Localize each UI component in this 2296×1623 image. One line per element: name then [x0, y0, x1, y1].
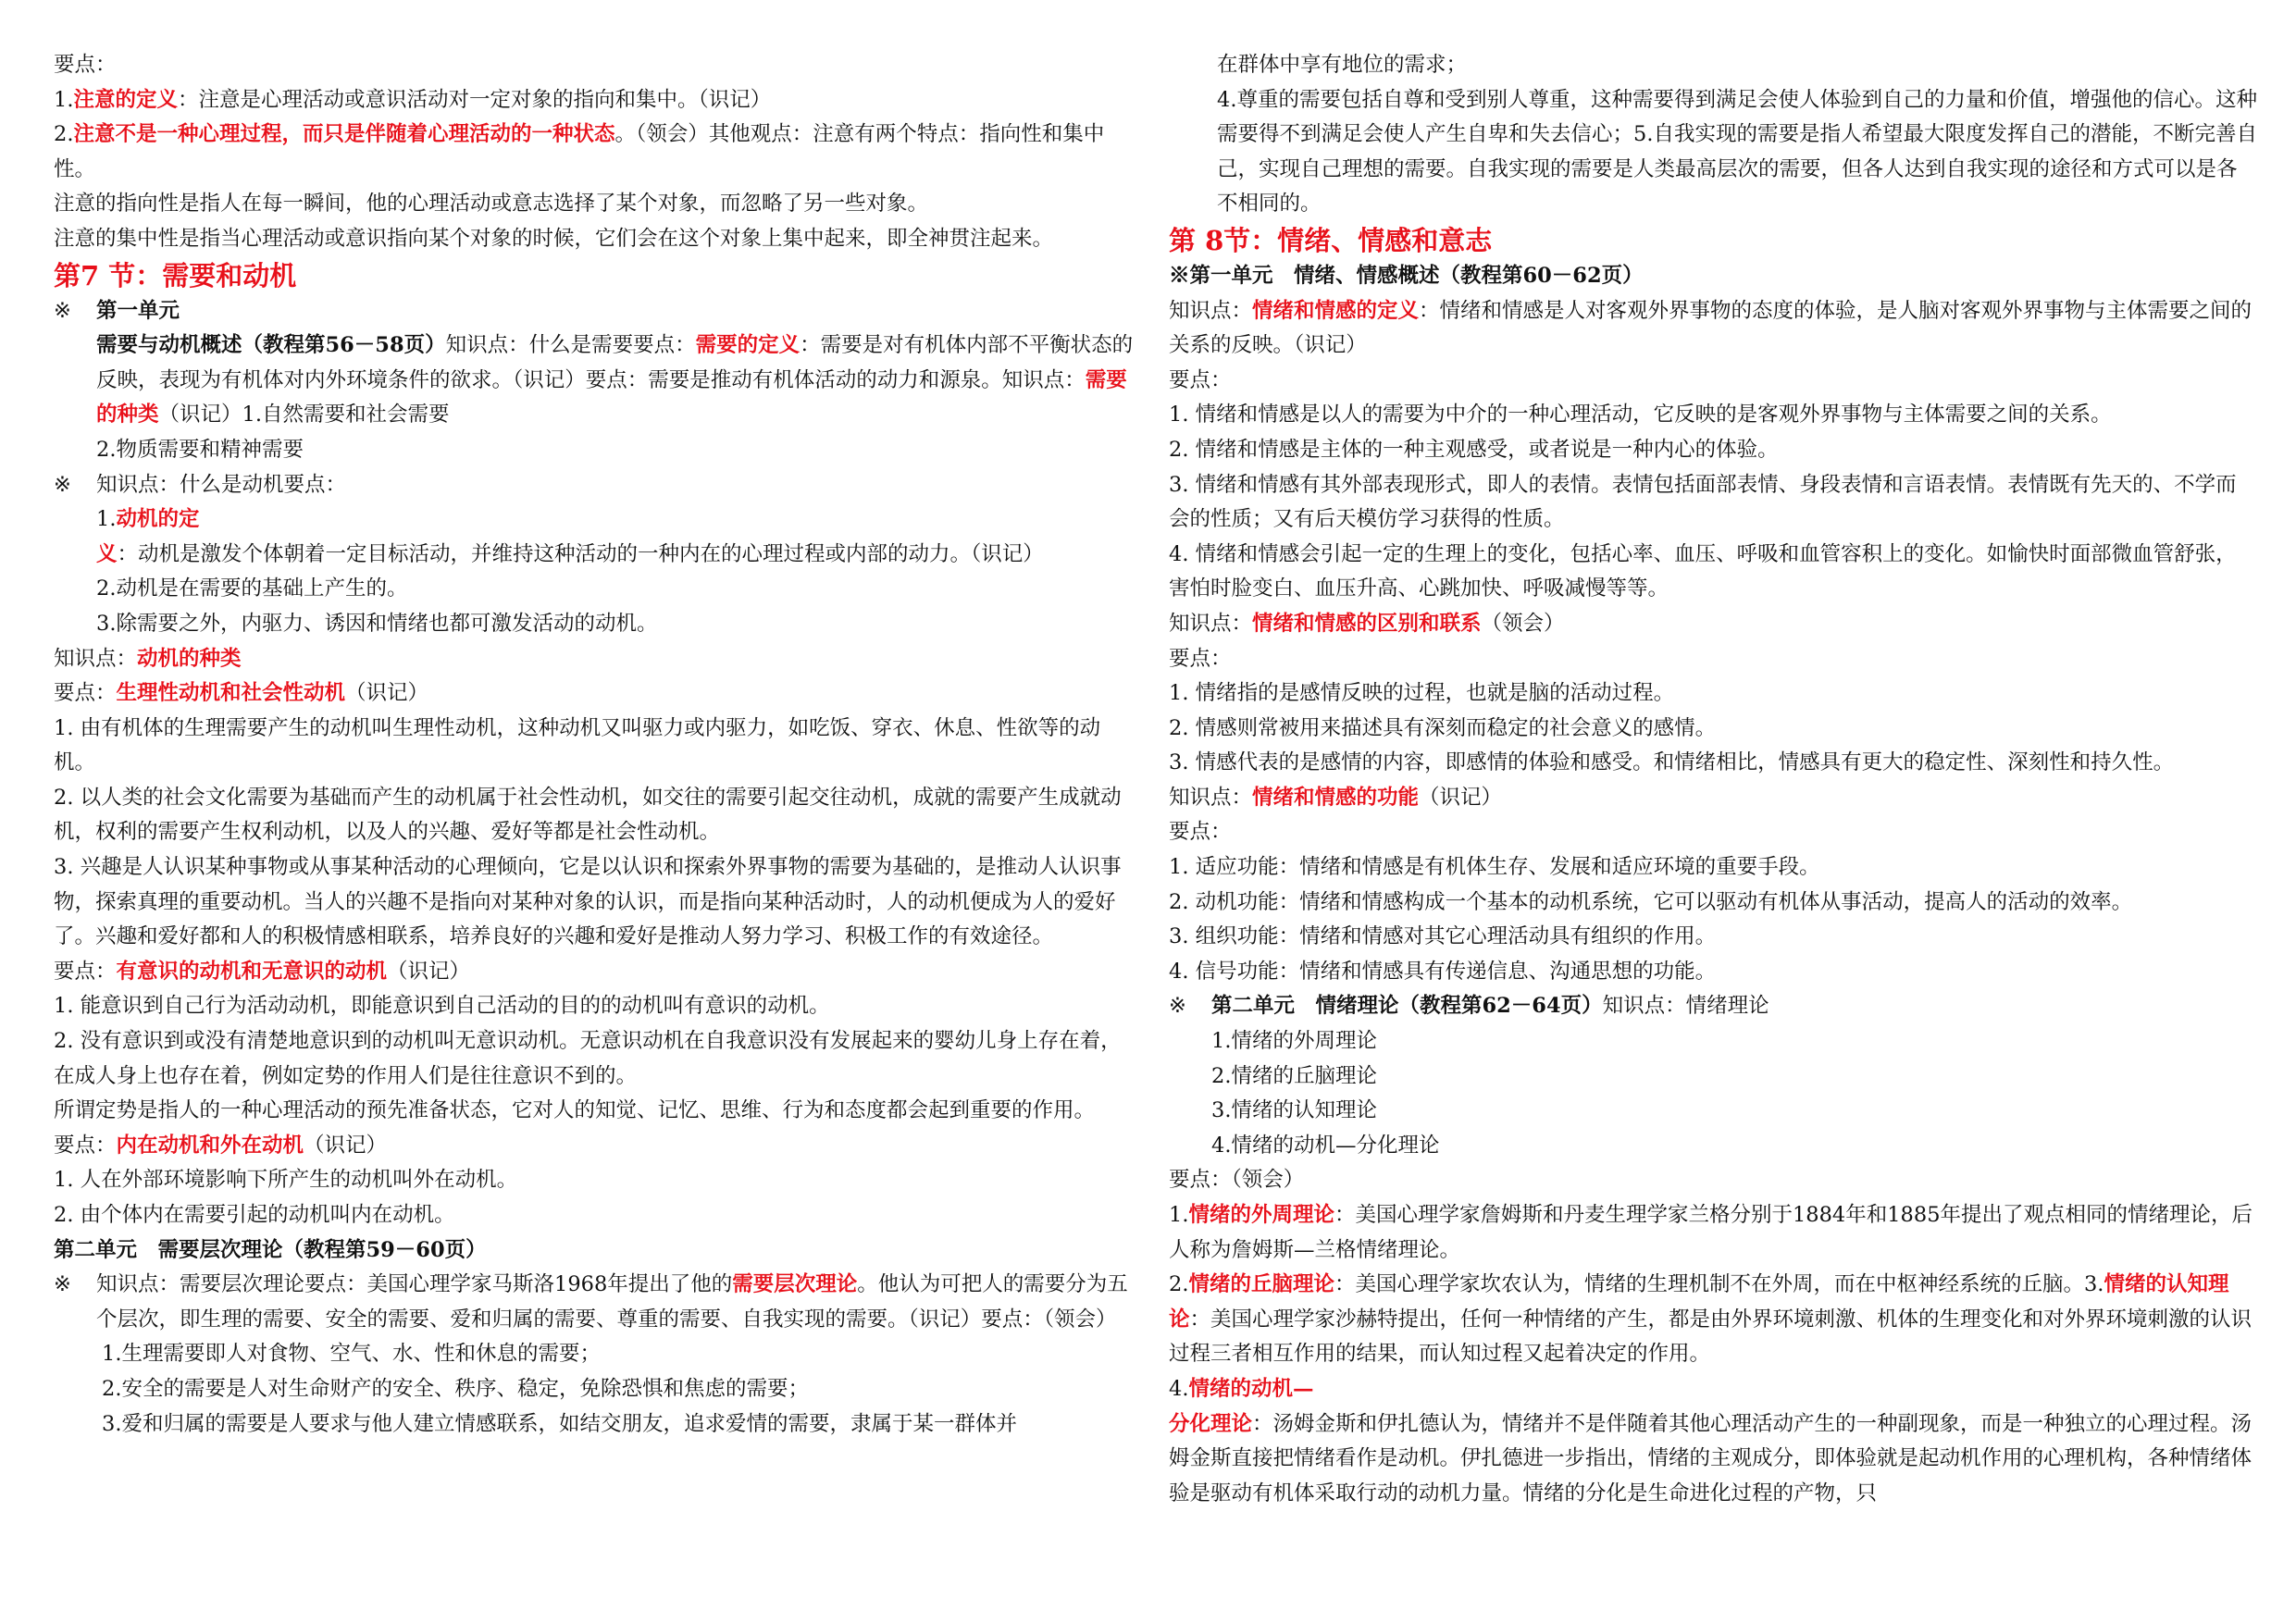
text-line: 3. 组织功能：情绪和情感对其它心理活动具有组织的作用。: [1169, 924, 1717, 949]
point-differentiation-theory: 分化理论：汤姆金斯和伊扎德认为，情绪并不是伴随着其他心理活动产生的一种副现象，而是一种独立的心理过程。汤姆金斯直接把情绪看作是动机。伊扎德进一步指出，情绪的主观成分，即体验就是起动机作用的心理机构，各种情绪体验是驱动有机体采取行动的动机力量。情绪的分化是生命进化过程的产物，只: [1169, 1411, 2253, 1505]
text-line: 4. 情绪和情感会引起一定的生理上的变化，包括心率、血压、呼吸和血管容积上的变化。如愉快时面部微血管舒张，害怕时脸变白、血压升高、心跳加快、呼吸减慢等等。: [1169, 541, 2237, 601]
keyword: 注意不是一种心理过程，而只是伴随着心理活动的一种状态: [73, 122, 615, 147]
text-line: 要点：: [1169, 367, 1232, 392]
keyword: 情绪的认知理论: [1169, 1272, 2229, 1332]
knowledge-point: 知识点：动机的种类: [54, 646, 242, 671]
unit-heading: ※ 第二单元 情绪理论（教程第62－64页）知识点：情绪理论: [1169, 994, 1769, 1019]
text-line: 2.动机是在需要的基础上产生的。: [96, 576, 408, 601]
text-line: 1. 能意识到自己行为活动动机，即能意识到自己活动的目的的动机叫有意识的动机。: [54, 994, 830, 1019]
keyword: 情绪的动机—: [1188, 1376, 1314, 1401]
section-title-7: 第7 节：需要和动机: [54, 259, 297, 291]
key-point: 要点：内在动机和外在动机（识记）: [54, 1133, 388, 1158]
text-line: 3.除需要之外，内驱力、诱因和情绪也都可激发活动的动机。: [96, 611, 658, 636]
text-line: 3. 情感代表的是感情的内容，即感情的体验和感受。和情绪相比，情感具有更大的稳定性、深刻性和持久性。: [1169, 750, 2175, 775]
keyword: 需要的种类: [96, 367, 1127, 427]
text-line: 2.安全的需要是人对生命财产的安全、秩序、稳定，免除恐惧和焦虑的需要；: [102, 1376, 809, 1401]
text-line: 1. 情绪和情感是以人的需要为中介的一种心理活动，它反映的是客观外界事物与主体需要之间的关系。: [1169, 403, 2112, 427]
right-column: [1169, 48, 2257, 1511]
unit-heading: ※ 第一单元: [54, 298, 180, 323]
text-line: 2. 没有意识到或没有清楚地意识到的动机叫无意识动机。无意识动机在自我意识没有发展起来的婴幼儿身上存在着，在成人身上也存在着，例如定势的作用人们是往往意识不到的。: [54, 1029, 1122, 1088]
point-peripheral-theory: 1.情绪的外周理论：美国心理学家詹姆斯和丹麦生理学家兰格分别于1884年和1885年提出了观点相同的情绪理论，后人称为詹姆斯—兰格情绪理论。: [1169, 1203, 2253, 1262]
text-line: 注意的指向性是指人在每一瞬间，他的心理活动或意志选择了某个对象，而忽略了另一些对象。: [54, 192, 929, 217]
unit-heading: ※第一单元 情绪、情感概述（教程第60－62页）: [1169, 263, 1644, 288]
text-line: 2. 由个体内在需要引起的动机叫内在动机。: [54, 1203, 455, 1227]
knowledge-point: 知识点：情绪和情感的定义：情绪和情感是人对客观外界事物的态度的体验，是人脑对客观外界事物与主体需要之间的关系的反映。（识记）: [1169, 298, 2253, 358]
keyword: 情绪的丘脑理论: [1188, 1272, 1334, 1297]
text-line: 3. 兴趣是人认识某种事物或从事某种活动的心理倾向，它是以认识和探索外界事物的需要为基础的，是推动人认识事物，探索真理的重要动机。当人的兴趣不是指向对某种对象的认识，而是指向某种活动时，人的动机便成为人的爱好了。兴趣和爱好都和人的积极情感相联系，培养良好的兴趣和爱好是推动人努力学习、积极工作的有效途径。: [54, 855, 1122, 949]
text-line: 1.生理需要即人对食物、空气、水、性和休息的需要；: [102, 1342, 601, 1367]
text-line: 要点：（领会）: [1169, 1168, 1305, 1193]
list-item: 2.情绪的丘脑理论: [1211, 1063, 1377, 1088]
text-line: 1. 适应功能：情绪和情感是有机体生存、发展和适应环境的重要手段。: [1169, 855, 1820, 880]
keyword: 情绪和情感的功能: [1252, 785, 1420, 810]
point-motive-definition: 1.动机的定义：动机是激发个体朝着一定目标活动，并维持这种活动的一种内在的心理过程或内部的动力。（识记）: [96, 507, 1044, 566]
text-line: 2. 情感则常被用来描述具有深刻而稳定的社会意义的感情。: [1169, 715, 1717, 740]
keyword: 生理性动机和社会性动机: [116, 681, 346, 706]
text-line: 要点：: [1169, 646, 1232, 671]
keyword: 情绪和情感的定义: [1252, 298, 1420, 323]
key-point: 要点：生理性动机和社会性动机（识记）: [54, 681, 429, 706]
list-item: 1.情绪的外周理论: [1211, 1029, 1377, 1054]
text-line: 4.尊重的需要包括自尊和受到别人尊重，这种需要得到满足会使人体验到自己的力量和价值，增强他的信心。这种需要得不到满足会使人产生自卑和失去信心；5.自我实现的需要是指人希望最大限度发挥自己的潜能，不断完善自己，实现自己理想的需要。自我实现的需要是人类最高层次的需要，但各人达到自我实现的途径和方式可以是各不相同的。: [1217, 87, 2257, 217]
keyword: 有意识的动机和无意识的动机: [116, 959, 388, 984]
text-line: 1. 情绪指的是感情反映的过程，也就是脑的活动过程。: [1169, 681, 1675, 706]
text-line: 所谓定势是指人的一种心理活动的预先准备状态，它对人的知觉、记忆、思维、行为和态度都会起到重要的作用。: [54, 1098, 1096, 1123]
text-line: 注意的集中性是指当心理活动或意识指向某个对象的时候，它们会在这个对象上集中起来，即全神贯注起来。: [54, 226, 1054, 251]
keyword: 分化理论: [1169, 1411, 1253, 1436]
section-title-8: 第 8节：情绪、情感和意志: [1169, 224, 1493, 256]
keyword: 动机的定义: [96, 507, 200, 566]
keyword: 需要层次理论: [732, 1272, 858, 1297]
left-column: [54, 48, 1142, 1442]
text-line: 4. 信号功能：情绪和情感具有传递信息、沟通思想的功能。: [1169, 959, 1717, 984]
text-line: 3.爱和归属的需要是人要求与他人建立情感联系，如结交朋友，追求爱情的需要，隶属于某一群体并: [102, 1411, 1017, 1436]
list-item: 3.情绪的认知理论: [1211, 1098, 1377, 1123]
text-line: 3. 情绪和情感有其外部表现形式，即人的表情。表情包括面部表情、身段表情和言语表情。表情既有先天的、不学而会的性质；又有后天模仿学习获得的性质。: [1169, 472, 2237, 532]
text-line: 2. 情绪和情感是主体的一种主观感受，或者说是一种内心的体验。: [1169, 437, 1779, 462]
knowledge-point: 知识点：情绪和情感的功能（识记）: [1169, 785, 1503, 810]
knowledge-point: 知识点：情绪和情感的区别和联系（领会）: [1169, 611, 1565, 636]
text-line: 要点：: [1169, 820, 1232, 845]
list-item: 4.情绪的动机—分化理论: [1211, 1133, 1440, 1158]
unit-heading: 第二单元 需要层次理论（教程第59－60页）: [54, 1237, 487, 1262]
text-line: 2. 动机功能：情绪和情感构成一个基本的动机系统，它可以驱动有机体从事活动，提高人的活动的效率。: [1169, 889, 2133, 914]
point-thalamic-theory: 2.情绪的丘脑理论：美国心理学家坎农认为，情绪的生理机制不在外周，而在中枢神经系统的丘脑。3.情绪的认知理论：美国心理学家沙赫特提出，任何一种情绪的产生，都是由外界环境刺激、机体的生理变化和对外界环境刺激的认识过程三者相互作用的结果，而认知过程又起着决定的作用。: [1169, 1272, 2253, 1367]
keyword: 情绪和情感的区别和联系: [1252, 611, 1482, 636]
text-line: 1. 人在外部环境影响下所产生的动机叫外在动机。: [54, 1168, 518, 1193]
keyword: 情绪的外周理论: [1188, 1203, 1334, 1227]
point-attention-definition: 1.注意的定义：注意是心理活动或意识活动对一定对象的指向和集中。（识记）: [54, 87, 772, 112]
keyword: 注意的定义: [73, 87, 178, 112]
needs-overview-paragraph: 需要与动机概述（教程第56－58页）知识点：什么是需要要点：需要的定义：需要是对有机体内部不平衡状态的反映，表现为有机体对内外环境条件的欲求。（识记）要点：需要是推动有机体活动的动力和源泉。知识点：需要的种类（识记）1.自然需要和社会需要: [96, 333, 1134, 427]
text-line: 要点：: [54, 53, 117, 77]
motive-heading: ※ 知识点：什么是动机要点：: [54, 472, 347, 497]
text-line: 在群体中享有地位的需求；: [1217, 53, 1468, 77]
text-line: 2.物质需要和精神需要: [96, 437, 304, 462]
keyword: 内在动机和外在动机: [116, 1133, 304, 1158]
point-motive-theory-title: 4.情绪的动机—: [1169, 1376, 1314, 1401]
keyword: 需要的定义: [695, 333, 800, 358]
text-line: 2. 以人类的社会文化需要为基础而产生的动机属于社会性动机，如交往的需要引起交往动机，成就的需要产生成就动机，权利的需要产生权利动机，以及人的兴趣、爱好等都是社会性动机。: [54, 785, 1122, 845]
key-point: 要点：有意识的动机和无意识的动机（识记）: [54, 959, 471, 984]
keyword: 动机的种类: [137, 646, 242, 671]
point-attention-state: 2.注意不是一种心理过程，而只是伴随着心理活动的一种状态。（领会）其他观点：注意有两个特点：指向性和集中性。: [54, 122, 1105, 181]
needs-hierarchy-paragraph: ※ 知识点：需要层次理论要点：美国心理学家马斯洛1968年提出了他的需要层次理论。他认为可把人的需要分为五个层次，即生理的需要、安全的需要、爱和归属的需要、尊重的需要、自我实现的需要。（识记）要点：（领会）: [54, 1272, 1128, 1332]
text-line: 1. 由有机体的生理需要产生的动机叫生理性动机，这种动机又叫驱力或内驱力，如吃饭、穿衣、休息、性欲等的动机。: [54, 715, 1101, 775]
